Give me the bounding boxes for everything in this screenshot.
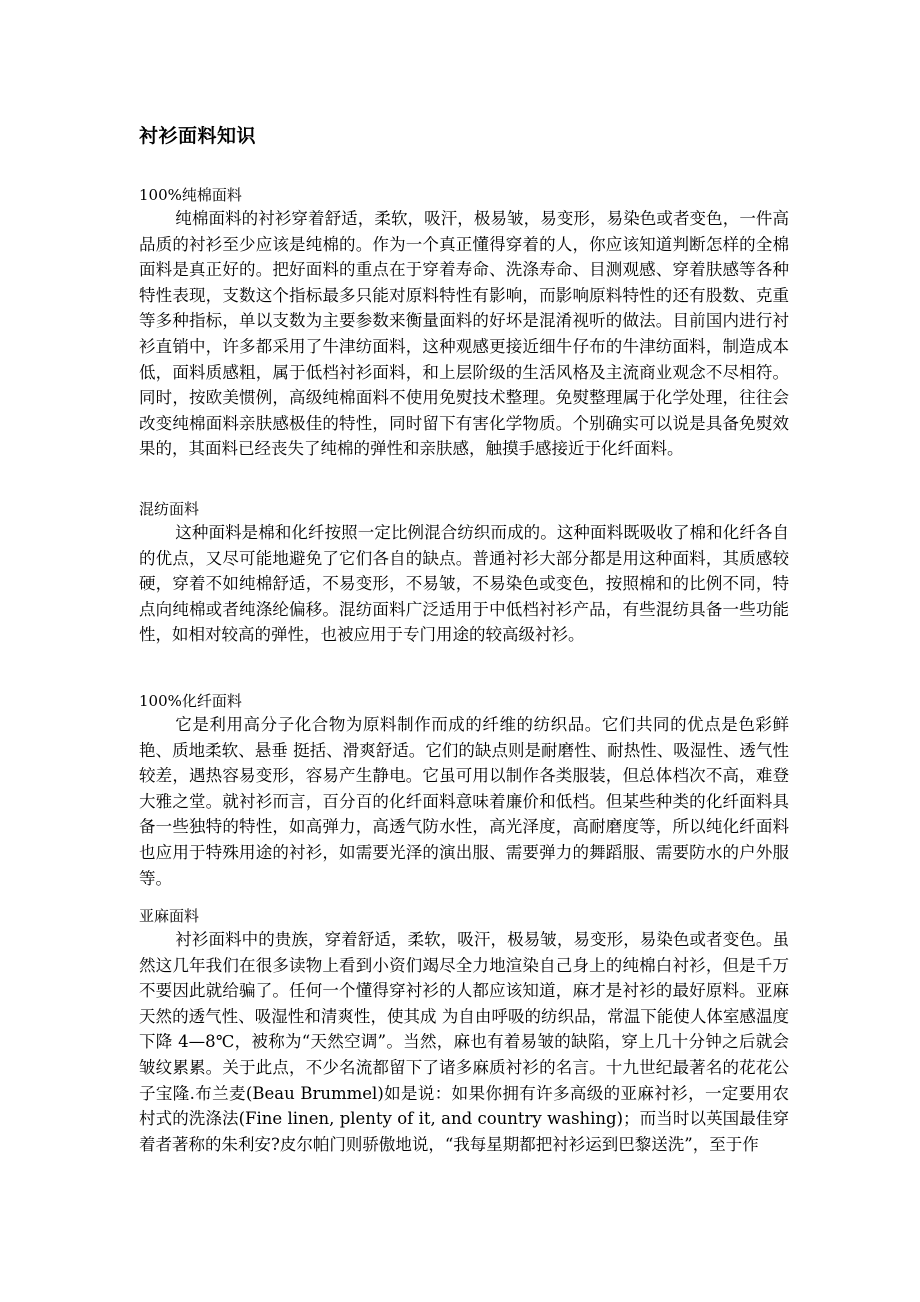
section-blend (139, 498, 789, 648)
section-heading: 亚麻面料 (139, 907, 200, 925)
section-body: 它是利用高分子化合物为原料制作而成的纤维的纺织品。它们共同的优点是色彩鲜艳、质地柔软、悬垂 挺括、滑爽舒适。它们的缺点则是耐磨性、耐热性、吸湿性、透气性较差，遇热容易变形，容易产生静电。它虽可用以制作各类服装，但总体档次不高，难登大雅之堂。就衬衫而言，百分百的化纤面料意味着廉价和低档。但某些种类的化纤面料具备一些独特的特性，如高弹力，高透气防水性，高光泽度，高耐磨度等，所以纯化纤面料也应用于特殊用途的衬衫，如需要光泽的演出服、需要弹力的舞蹈服、需要防水的户外服等。 (139, 715, 789, 888)
section-synthetic (139, 690, 789, 891)
section-heading: 100%纯棉面料 (139, 186, 242, 204)
section-body: 这种面料是棉和化纤按照一定比例混合纺织而成的。这种面料既吸收了棉和化纤各自的优点，又尽可能地避免了它们各自的缺点。普通衬衫大部分都是用这种面料，其质感较硬，穿着不如纯棉舒适，不易变形，不易皱，不易染色或变色，按照棉和的比例不同，特点向纯棉或者纯涤纶偏移。混纺面料广泛适用于中低档衬衫产品，有些混纺具备一些功能性，如相对较高的弹性，也被应用于专门用途的较高级衬衫。 (139, 523, 789, 645)
section-body: 纯棉面料的衬衫穿着舒适，柔软，吸汗，极易皱，易变形，易染色或者变色，一件高品质的衬衫至少应该是纯棉的。作为一个真正懂得穿着的人，你应该知道判断怎样的全棉面料是真正好的。把好面料的重点在于穿着寿命、洗涤寿命、目测观感、穿着肤感等各种特性表现，支数这个指标最多只能对原料特性有影响，而影响原料特性的还有股数、克重等多种指标，单以支数为主要参数来衡量面料的好坏是混淆视听的做法。目前国内进行衬衫直销中，许多都采用了牛津纺面料，这种观感更接近细牛仔布的牛津纺面料，制造成本低，面料质感粗，属于低档衬衫面料，和上层阶级的生活风格及主流商业观念不尽相符。同时，按欧美惯例，高级纯棉面料不使用免熨技术整理。免熨整理属于化学处理，往往会改变纯棉面料亲肤感极佳的特性，同时留下有害化学物质。个别确实可以说是具备免熨效果的，其面料已经丧失了纯棉的弹性和亲肤感，触摸手感接近于化纤面料。 (139, 209, 789, 459)
section-heading: 100%化纤面料 (139, 692, 242, 710)
section-linen (139, 905, 789, 1157)
section-body: 衬衫面料中的贵族，穿着舒适，柔软，吸汗，极易皱，易变形，易染色或者变色。虽然这几年我们在很多读物上看到小资们竭尽全力地渲染自己身上的纯棉白衬衫，但是千万不要因此就给骗了。任何一个懂得穿衬衫的人都应该知道，麻才是衬衫的最好原料。亚麻天然的透气性、吸湿性和清爽性，使其成 为自由呼吸的纺织品，常温下能使人体室感温度下降 4—8℃，被称为“天然空调”。当然，麻也有着易皱的缺陷，穿上几十分钟之后就会皱纹累累。关于此点，不少名流都留下了诸多麻质衬衫的名言。十九世纪最著名的花花公子宝隆.布兰麦(Beau Brummel)如是说：如果你拥有许多高级的亚麻衬衫，一定要用农村式的洗涤法(Fine linen, plenty of it, and country washing)；而当时以英国最佳穿着者著称的朱利安?皮尔帕门则骄傲地说，“我每星期都把衬衫运到巴黎送洗”，至于作 (139, 930, 789, 1154)
section-cotton (139, 184, 789, 462)
document-title: 衬衫面料知识 (139, 125, 257, 147)
section-heading: 混纺面料 (139, 500, 200, 518)
